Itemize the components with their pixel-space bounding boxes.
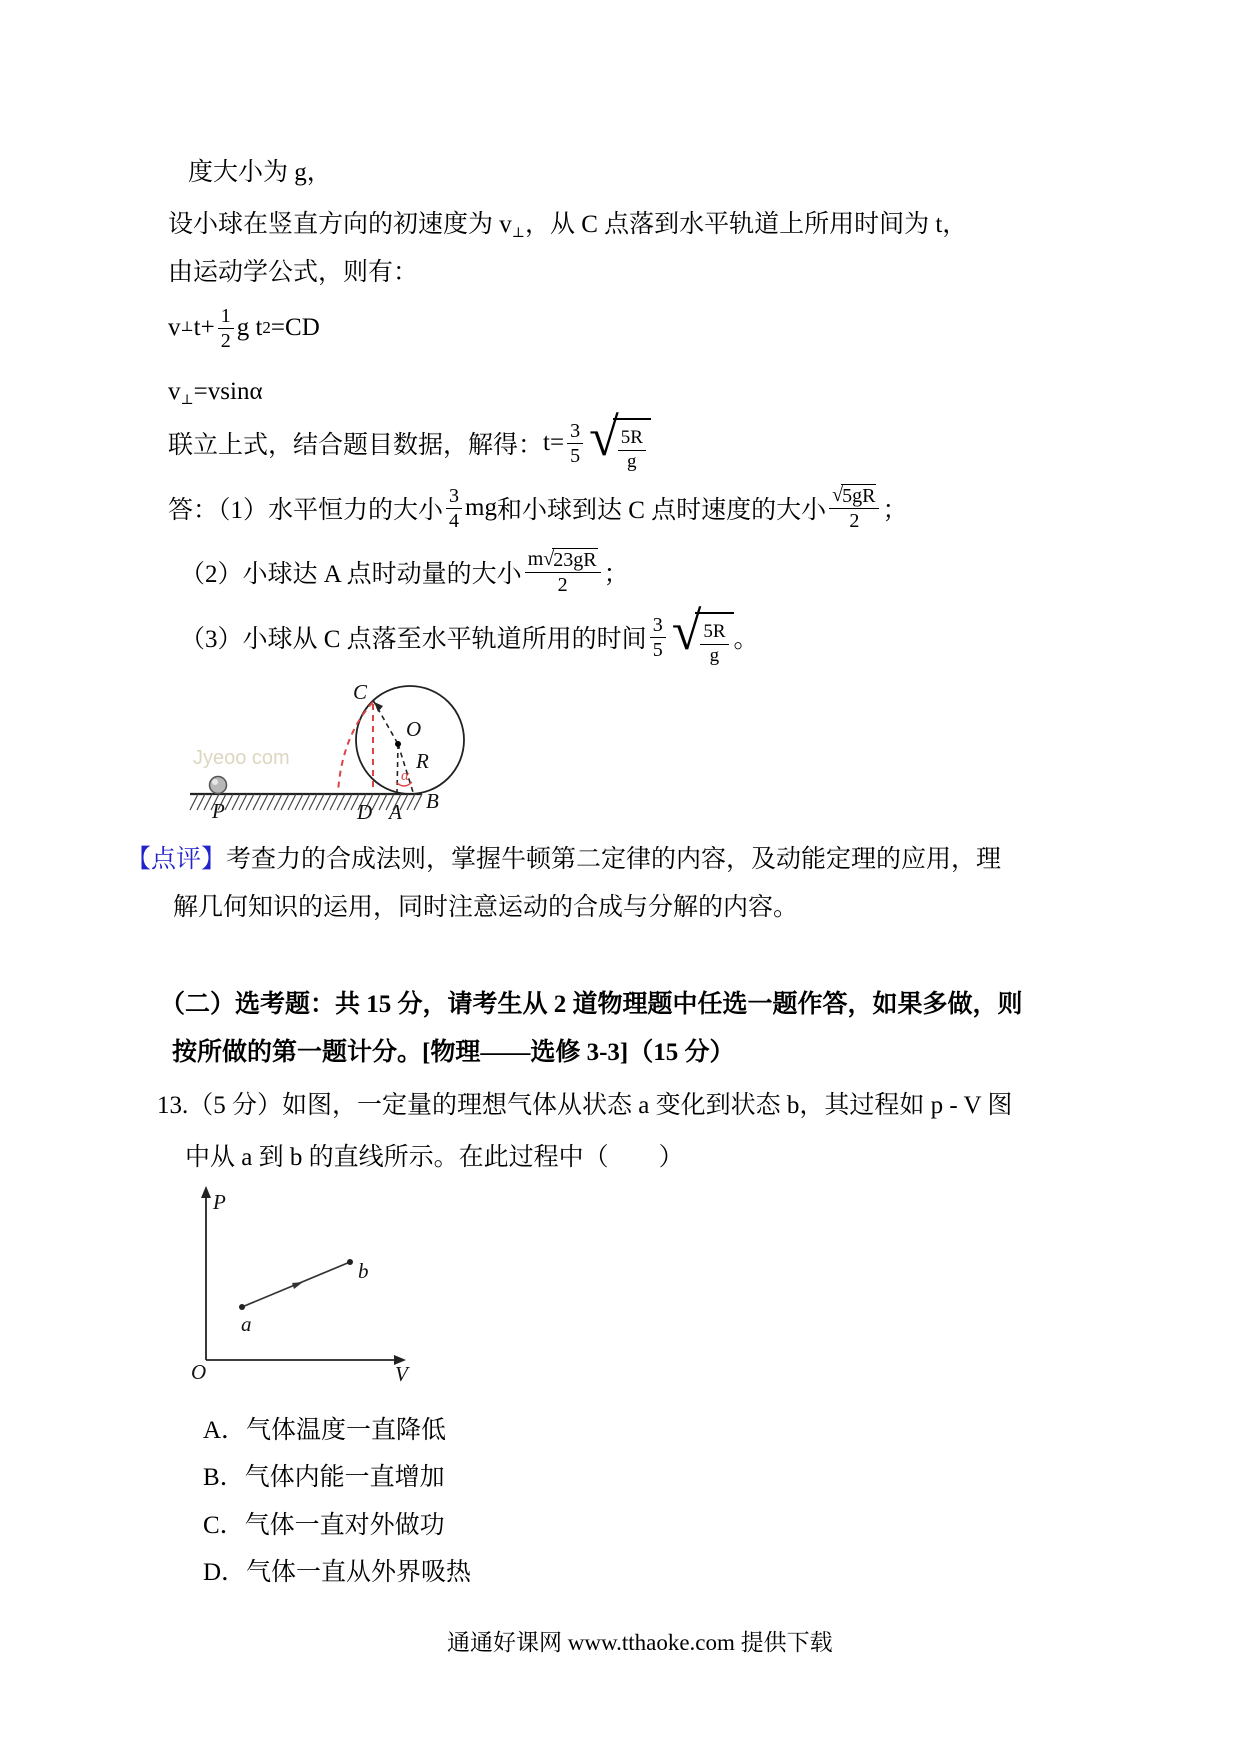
formula-displacement: v ⊥ t+ $\frac{1}{2}$ g t 2 =CD (168, 304, 320, 352)
a1-mid: 和小球到达 C 点时速度的大小 (496, 497, 827, 524)
a1-frac-sqrt (829, 484, 879, 532)
f1-v: v (168, 314, 181, 341)
label-P: P (212, 799, 225, 823)
label-origin: O (191, 1360, 207, 1384)
label-alpha: α (401, 768, 409, 784)
radical-sign: √ (832, 484, 844, 506)
ball (210, 777, 227, 794)
radical-sign: √ (589, 407, 619, 468)
comment-line1 (126, 845, 1001, 875)
process-direction-arrowhead (292, 1282, 303, 1289)
option-a: A．气体温度一直降低 (203, 1417, 447, 1444)
a3-sqrt-frac (700, 622, 728, 667)
f1-num: 1 (218, 305, 234, 329)
a2-m: m (527, 548, 544, 570)
a1-pre: 答：（1）水平恒力的大小 (168, 497, 444, 524)
f2-rest: =vsinα (193, 378, 263, 405)
label-B: B (426, 789, 439, 813)
label-O: O (406, 717, 422, 741)
a1-frac34 (446, 485, 462, 532)
watermark-text: Jyeoo com (193, 747, 290, 769)
a1-den2: 2 (849, 510, 860, 532)
label-P-axis: P (213, 1190, 226, 1214)
f1-eq: =CD (270, 314, 320, 341)
solve-num: 3 (567, 420, 583, 444)
option-d: D．气体一直从外界吸热 (203, 1559, 472, 1586)
solve-sqrt (589, 407, 651, 473)
radical-sign: √ (671, 601, 702, 662)
solve-line (168, 407, 651, 474)
q13-line2: 中从 a 到 b 的直线所示。在此过程中（ ） (185, 1144, 684, 1171)
comment-tag: 【点评】 (126, 846, 227, 873)
a2-frac (525, 548, 601, 596)
a2-rad-body: 23gR (553, 549, 597, 571)
f1-tplus: t+ (193, 314, 215, 341)
f1-fraction (218, 305, 234, 352)
q13-line1: 13.（5 分）如图，一定量的理想气体从状态 a 变化到状态 b，其过程如 p - V 图 (157, 1092, 1013, 1119)
trajectory-parabola (338, 702, 373, 792)
solve-sqrt-frac (618, 428, 646, 473)
a1-rad-body: 5gR (842, 485, 876, 507)
a3-rad-den: g (709, 645, 720, 666)
section2-heading-line1: （二）选考题：共 15 分，请考生从 2 道物理题中任选一题作答，如果多做，则 (160, 991, 1023, 1018)
ball-highlight (212, 779, 218, 785)
f2-sub: ⊥ (180, 393, 194, 408)
setup-sub: ⊥ (511, 226, 525, 241)
a1-num: 3 (446, 485, 462, 509)
footer-download-note: 通通好课网 www.tthaoke.com 提供下载 (447, 1630, 833, 1655)
line-O-A (397, 744, 398, 793)
a3-pre: （3）小球从 C 点落至水平轨道所用的时间 (180, 626, 647, 653)
setup-pre: 设小球在竖直方向的初速度为 v (168, 211, 512, 238)
comment-line2: 解几何知识的运用，同时注意运动的合成与分解的内容。 (173, 894, 799, 921)
radical-sign: √ (543, 548, 555, 570)
solve-rad-den: g (627, 451, 637, 472)
a3-frac35 (650, 614, 666, 661)
a3-end: 。 (733, 626, 759, 653)
solution-line-g: 度大小为 g， (188, 159, 332, 186)
solve-rad-num: 5R (618, 428, 646, 451)
a2-end: ； (603, 561, 629, 588)
label-V-axis: V (395, 1362, 408, 1386)
section2-heading-line2: 按所做的第一题计分。[物理——选修 3-3]（15 分） (172, 1039, 735, 1066)
figure-circular-track (160, 652, 490, 827)
answer2-line (180, 542, 629, 602)
a3-rad-num: 5R (700, 622, 728, 645)
a1-mg: mg (465, 494, 497, 521)
f2-v: v (168, 378, 181, 405)
option-c: C．气体一直对外做功 (203, 1512, 445, 1539)
setup-post: ，从 C 点落到水平轨道上所用时间为 t， (524, 211, 968, 238)
option-b: B．气体内能一直增加 (203, 1464, 445, 1491)
center-dot-O (395, 741, 401, 747)
f1-den: 2 (220, 329, 231, 352)
point-b-dot (347, 1259, 353, 1265)
label-C: C (352, 680, 367, 704)
label-a: a (241, 1312, 252, 1336)
answer1-line (168, 478, 908, 538)
formula-vsin (168, 377, 263, 407)
a2-pre: （2）小球达 A 点时动量的大小 (180, 561, 522, 588)
figure-pv-graph (185, 1183, 415, 1388)
a3-sqrt (671, 601, 734, 667)
y-axis-arrowhead (201, 1186, 211, 1198)
label-b: b (358, 1259, 369, 1283)
solve-intro: 联立上式，结合题目数据，解得： (168, 432, 544, 459)
solution-kinematics-intro: 由运动学公式，则有： (168, 259, 419, 286)
label-D: D (357, 800, 373, 824)
a1-den: 4 (449, 509, 460, 532)
f1-gt: g t (236, 314, 263, 341)
a3-num: 3 (650, 614, 666, 638)
comment-text1: 考查力的合成法则，掌握牛顿第二定律的内容，及动能定理的应用，理 (226, 846, 1002, 873)
arrowhead-at-C (374, 702, 383, 712)
point-a-dot (239, 1304, 245, 1310)
label-A: A (389, 800, 402, 824)
label-R: R (416, 749, 429, 773)
solve-den: 5 (570, 444, 581, 467)
a2-den: 2 (557, 574, 568, 596)
solve-fraction (567, 420, 583, 467)
a3-den: 5 (652, 638, 663, 661)
solve-teq: t= (543, 429, 565, 456)
solution-line-setup (168, 210, 967, 240)
a1-end: ； (882, 497, 908, 524)
